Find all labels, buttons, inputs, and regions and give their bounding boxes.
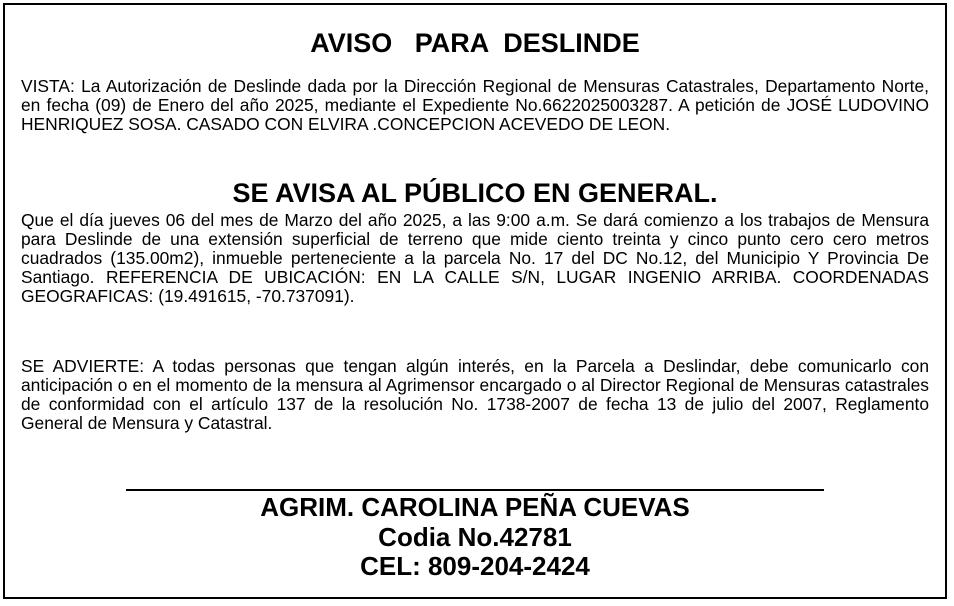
notice-subtitle: SE AVISA AL PÚBLICO EN GENERAL. — [232, 178, 718, 208]
paragraph-advierte: SE ADVIERTE: A todas personas que tengan algún interés, en la Parcela a Deslindar, debe comunicarlo con anticipación o en el momento de la mensura al Agrimensor encargado o al Director Regional de Mensuras catastrales de conformidad con el artículo 137 de la resolución No. 1738-2007 de fecha 13 de julio del 2007, Reglamento General de Mensura y Catastral. — [21, 356, 929, 433]
signature-line — [126, 489, 824, 491]
notice-title: AVISO PARA DESLINDE — [310, 28, 640, 58]
legal-notice-box — [3, 3, 947, 599]
paragraph-que: Que el día jueves 06 del mes de Marzo del año 2025, a las 9:00 a.m. Se dará comienzo a los trabajos de Mensura para Deslinde de una extensión superficial de terreno que mide ciento treinta y cinco punto cero cero metros cuadrados (135.00m2), inmueble perteneciente a la parcela No. 17 del DC No.12, del Municipio Y Provincia De Santiago. REFERENCIA DE UBICACIÓN: EN LA CALLE S/N, LUGAR INGENIO ARRIBA. COORDENADAS GEOGRAFICAS: (19.491615, -70.737091). — [21, 210, 929, 306]
signer-phone: CEL: 809-204-2424 — [360, 551, 590, 581]
paragraph-vista: VISTA: La Autorización de Deslinde dada por la Dirección Regional de Mensuras Catastrales, Departamento Norte, en fecha (09) de Enero del año 2025, mediante el Expediente No.6622025003287. A petición de JOSÉ LUDOVINO HENRIQUEZ SOSA. CASADO CON ELVIRA .CONCEPCION ACEVEDO DE LEON. — [21, 76, 929, 134]
signer-name: AGRIM. CAROLINA PEÑA CUEVAS — [260, 492, 690, 522]
signer-codia: Codia No.42781 — [378, 522, 572, 552]
